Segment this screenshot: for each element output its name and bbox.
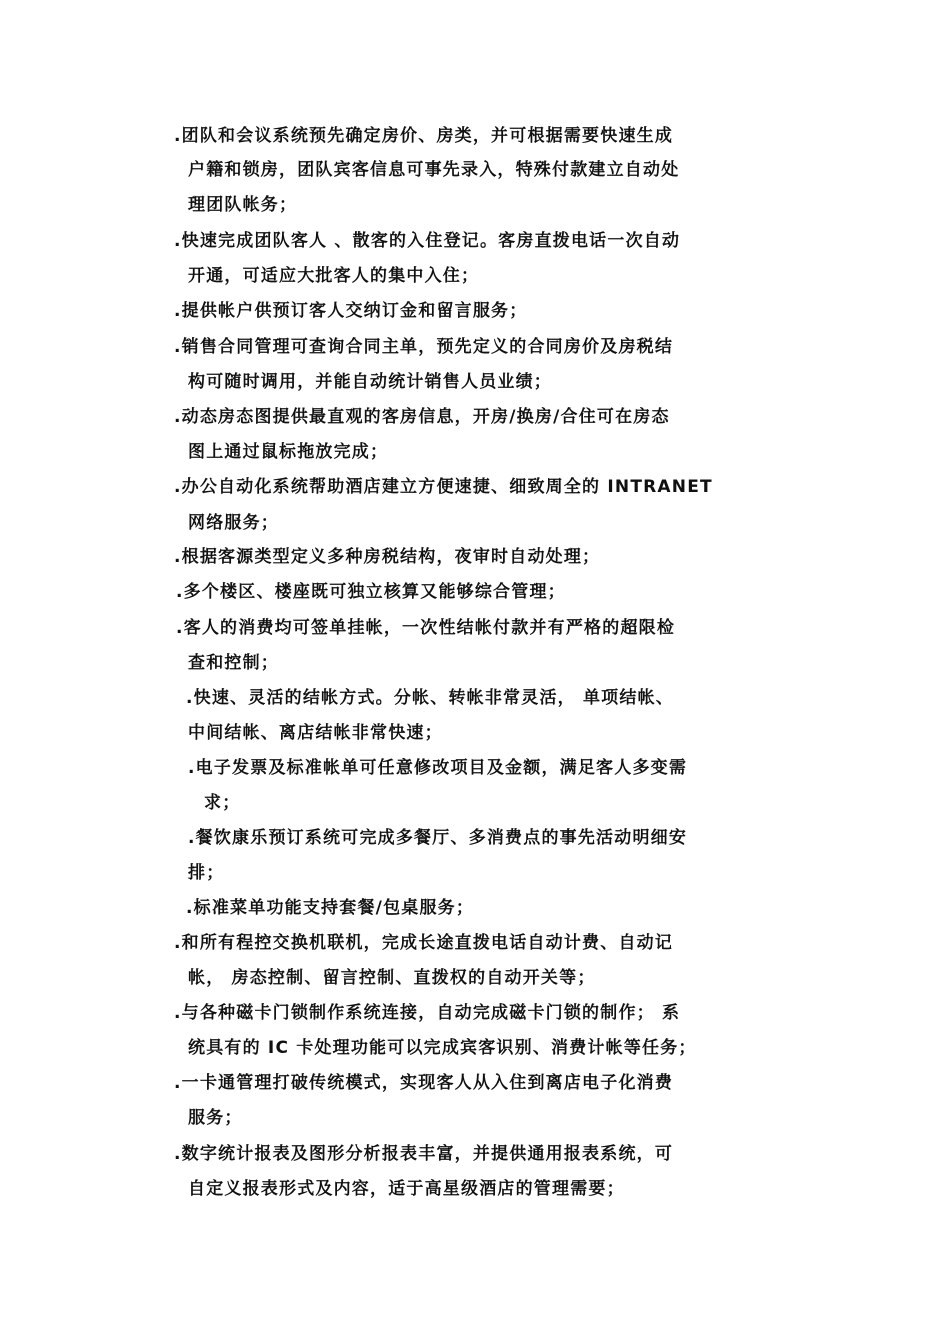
text-line: .和所有程控交换机联机，完成长途直拨电话自动计费、自动记 xyxy=(174,933,674,953)
text-line: 构可随时调用，并能自动统计销售人员业绩； xyxy=(188,372,552,392)
text-line: .数字统计报表及图形分析报表丰富，并提供通用报表系统，可 xyxy=(174,1144,674,1164)
text-line: .与各种磁卡门锁制作系统连接，自动完成磁卡门锁的制作； 系 xyxy=(174,1003,681,1023)
text-line: 自定义报表形式及内容，适于高星级酒店的管理需要； xyxy=(188,1179,625,1199)
text-line: 服务； xyxy=(188,1108,243,1128)
text-line: .一卡通管理打破传统模式，实现客人从入住到离店电子化消费 xyxy=(174,1073,674,1093)
text-line: .快速完成团队客人 、散客的入住登记。客房直拨电话一次自动 xyxy=(174,231,681,251)
text-line: 网络服务； xyxy=(188,513,279,533)
text-line: .多个楼区、楼座既可独立核算又能够综合管理； xyxy=(176,582,566,602)
text-line: 查和控制； xyxy=(188,653,279,673)
text-line: 统具有的 IC 卡处理功能可以完成宾客识别、消费计帐等任务； xyxy=(188,1038,697,1058)
text-line: .客人的消费均可签单挂帐，一次性结帐付款并有严格的超限检 xyxy=(176,618,676,638)
text-line: 排； xyxy=(188,863,225,883)
text-line: 帐， 房态控制、留言控制、直拨权的自动开关等； xyxy=(188,968,596,988)
text-line: .电子发票及标准帐单可任意修改项目及金额，满足客人多变需 xyxy=(188,758,688,778)
text-line: 开通，可适应大批客人的集中入住； xyxy=(188,266,480,286)
text-line: .标准菜单功能支持套餐/包桌服务； xyxy=(186,898,475,918)
text-line: 中间结帐、离店结帐非常快速； xyxy=(188,723,443,743)
text-line: .办公自动化系统帮助酒店建立方便速捷、细致周全的 INTRANET xyxy=(174,477,713,497)
text-line: .提供帐户供预订客人交纳订金和留言服务； xyxy=(174,301,528,321)
text-line: .销售合同管理可查询合同主单，预先定义的合同房价及房税结 xyxy=(174,337,674,357)
text-line: .根据客源类型定义多种房税结构，夜审时自动处理； xyxy=(174,547,601,567)
text-line: .动态房态图提供最直观的客房信息，开房/换房/合住可在房态 xyxy=(174,407,670,427)
text-line: .快速、灵活的结帐方式。分帐、转帐非常灵活， 单项结帐、 xyxy=(186,688,674,708)
text-line: 户籍和锁房，团队宾客信息可事先录入，特殊付款建立自动处 xyxy=(188,160,680,180)
text-line: .团队和会议系统预先确定房价、房类，并可根据需要快速生成 xyxy=(174,126,674,146)
text-line: 求； xyxy=(204,793,241,813)
text-line: 图上通过鼠标拖放完成； xyxy=(188,442,389,462)
text-line: 理团队帐务； xyxy=(188,195,298,215)
text-line: .餐饮康乐预订系统可完成多餐厅、多消费点的事先活动明细安 xyxy=(188,828,688,848)
